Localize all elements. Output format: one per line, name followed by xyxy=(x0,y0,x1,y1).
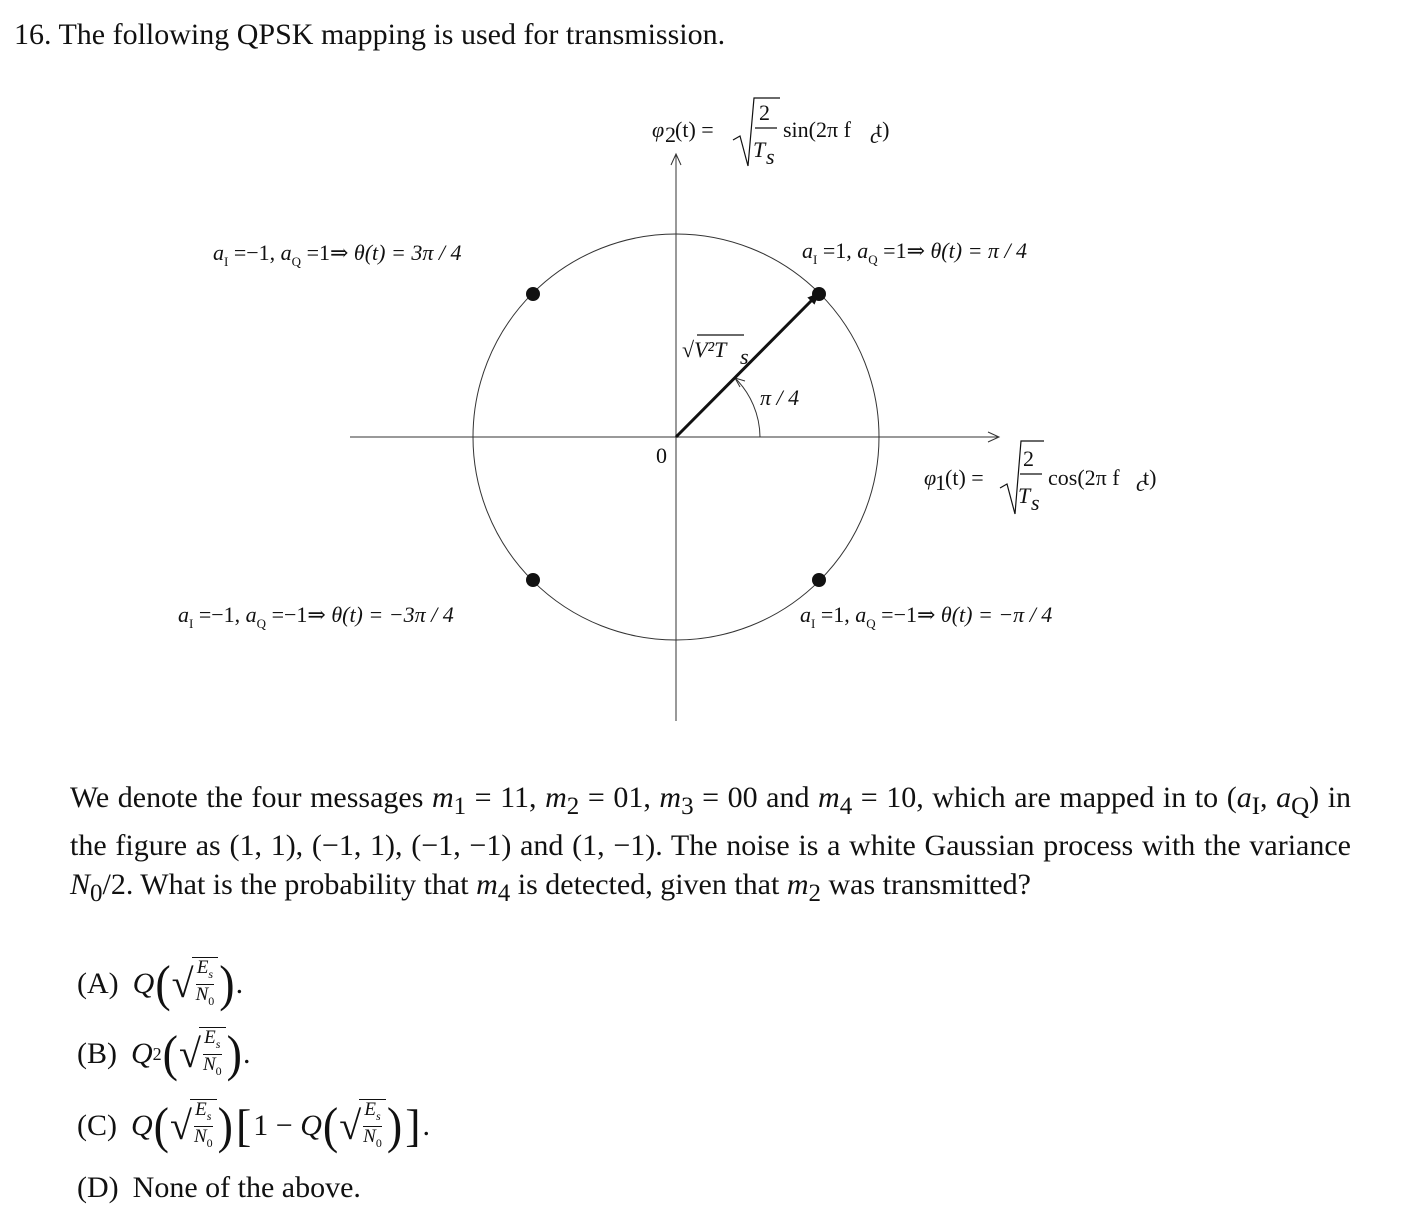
svg-text:φ: φ xyxy=(924,465,937,490)
svg-text:c: c xyxy=(870,123,880,148)
constellation-point-q3 xyxy=(526,573,540,587)
svg-text:aI =−1, aQ =−1⇒ θ(t) = −3π / 4: $a_I =-1$, $a_Q$ =−1⇒ θ(t) = −3π / 4 xyxy=(178,602,454,631)
option-d-text: None of the above. xyxy=(132,1171,361,1204)
option-b[interactable]: (B) Q 2 ( √ $\frac{E_s}{N_0}$ ) . xyxy=(77,1025,251,1082)
origin-label: 0 xyxy=(656,443,667,468)
phi2-basis-label xyxy=(652,98,889,169)
svg-text:sin(2π f: sin(2π f xyxy=(783,117,851,142)
constellation-point-q2 xyxy=(526,287,540,301)
constellation-point-q4 xyxy=(812,573,826,587)
svg-text:T: T xyxy=(753,137,766,162)
angle-arc xyxy=(735,378,760,437)
q-function: Q xyxy=(131,1109,153,1142)
svg-text:2: 2 xyxy=(1023,446,1034,471)
svg-text:cos(2π f: cos(2π f xyxy=(1048,465,1120,490)
sqrt-es-n0: √ $\frac{E_s}{N_0}$ xyxy=(170,1099,217,1153)
q-function: Q xyxy=(131,1037,153,1070)
option-c[interactable]: (C) Q ( √ $\frac{E_s}{N_0}$ ) [ 1 − Q ( √ $\frac{E_s}{N_0}$ ) ] . xyxy=(77,1097,431,1154)
point-label-q3 xyxy=(178,602,454,631)
svg-text:1: 1 xyxy=(935,470,946,495)
svg-text:t): t) xyxy=(876,117,890,142)
option-a-label: (A) xyxy=(77,967,119,1000)
option-c-label: (C) xyxy=(77,1109,117,1142)
svg-text:s: s xyxy=(766,144,775,169)
svg-text:s: s xyxy=(740,344,749,369)
phi1-basis-label xyxy=(924,441,1156,515)
svg-text:√V²T: √V²T xyxy=(682,337,727,362)
svg-text:φ: φ xyxy=(652,117,665,142)
svg-text:T: T xyxy=(1018,483,1031,508)
q-function: Q xyxy=(132,967,155,1000)
svg-text:2: 2 xyxy=(665,122,676,147)
point-label-q2 xyxy=(213,240,461,269)
sqrt-es-n0: √ $\frac{E_s}{N_0}$ xyxy=(179,1027,226,1081)
option-b-label: (B) xyxy=(77,1037,117,1070)
constellation-point-q1 xyxy=(812,287,826,301)
option-d[interactable] xyxy=(77,1162,361,1214)
svg-text:aI =1, aQ =1⇒ θ(t) = π / 4: $a_I =1$, $a_Q$ =1⇒ θ(t) = π / 4 xyxy=(802,238,1028,267)
svg-text:t): t) xyxy=(1143,465,1157,490)
sqrt-es-n0: √ $\frac{E_s}{N_0}$ xyxy=(172,957,219,1011)
amplitude-label xyxy=(682,335,749,369)
svg-text:(t) =: (t) = xyxy=(675,117,714,142)
question-body: We denote the four messages $m_1 = 11$, $m_2 = 01$, $m_3 = 00$ and $m_4 = 10$, which are mapped in to ($a_I$, $a_Q$) in the figure as (1, 1), (−1, 1), (−1, −1) and (1, −1). The noise is a white Gaussian process with the variance $N_0/2$. What is the probability that $m_4$ is detected, given that $m_2$ was transmitted? xyxy=(70,781,1352,907)
svg-text:(t) =: (t) = xyxy=(945,465,984,490)
angle-label: π / 4 xyxy=(760,385,800,410)
svg-text:aI =1, aQ =−1⇒ θ(t) = −π / 4: $a_I =1$, $a_Q$ =−1⇒ θ(t) = −π / 4 xyxy=(800,602,1053,631)
sqrt-es-n0: √ $\frac{E_s}{N_0}$ xyxy=(339,1099,386,1153)
option-d-label: (D) xyxy=(77,1171,119,1204)
svg-text:aI =−1, aQ =1⇒ θ(t) = 3π / 4: $a_I =-1$, $a_Q$ =1⇒ θ(t) = 3π / 4 xyxy=(213,240,462,269)
point-label-q1 xyxy=(802,238,1027,267)
option-a[interactable]: (A) Q ( √ $\frac{E_s}{N_0}$ ) . xyxy=(77,955,244,1012)
svg-text:c: c xyxy=(1136,471,1146,496)
point-label-q4 xyxy=(800,602,1052,631)
svg-text:2: 2 xyxy=(759,100,770,125)
q-function: Q xyxy=(300,1109,322,1142)
svg-text:s: s xyxy=(1031,490,1040,515)
question-title: 16. The following QPSK mapping is used for transmission. xyxy=(14,18,726,51)
